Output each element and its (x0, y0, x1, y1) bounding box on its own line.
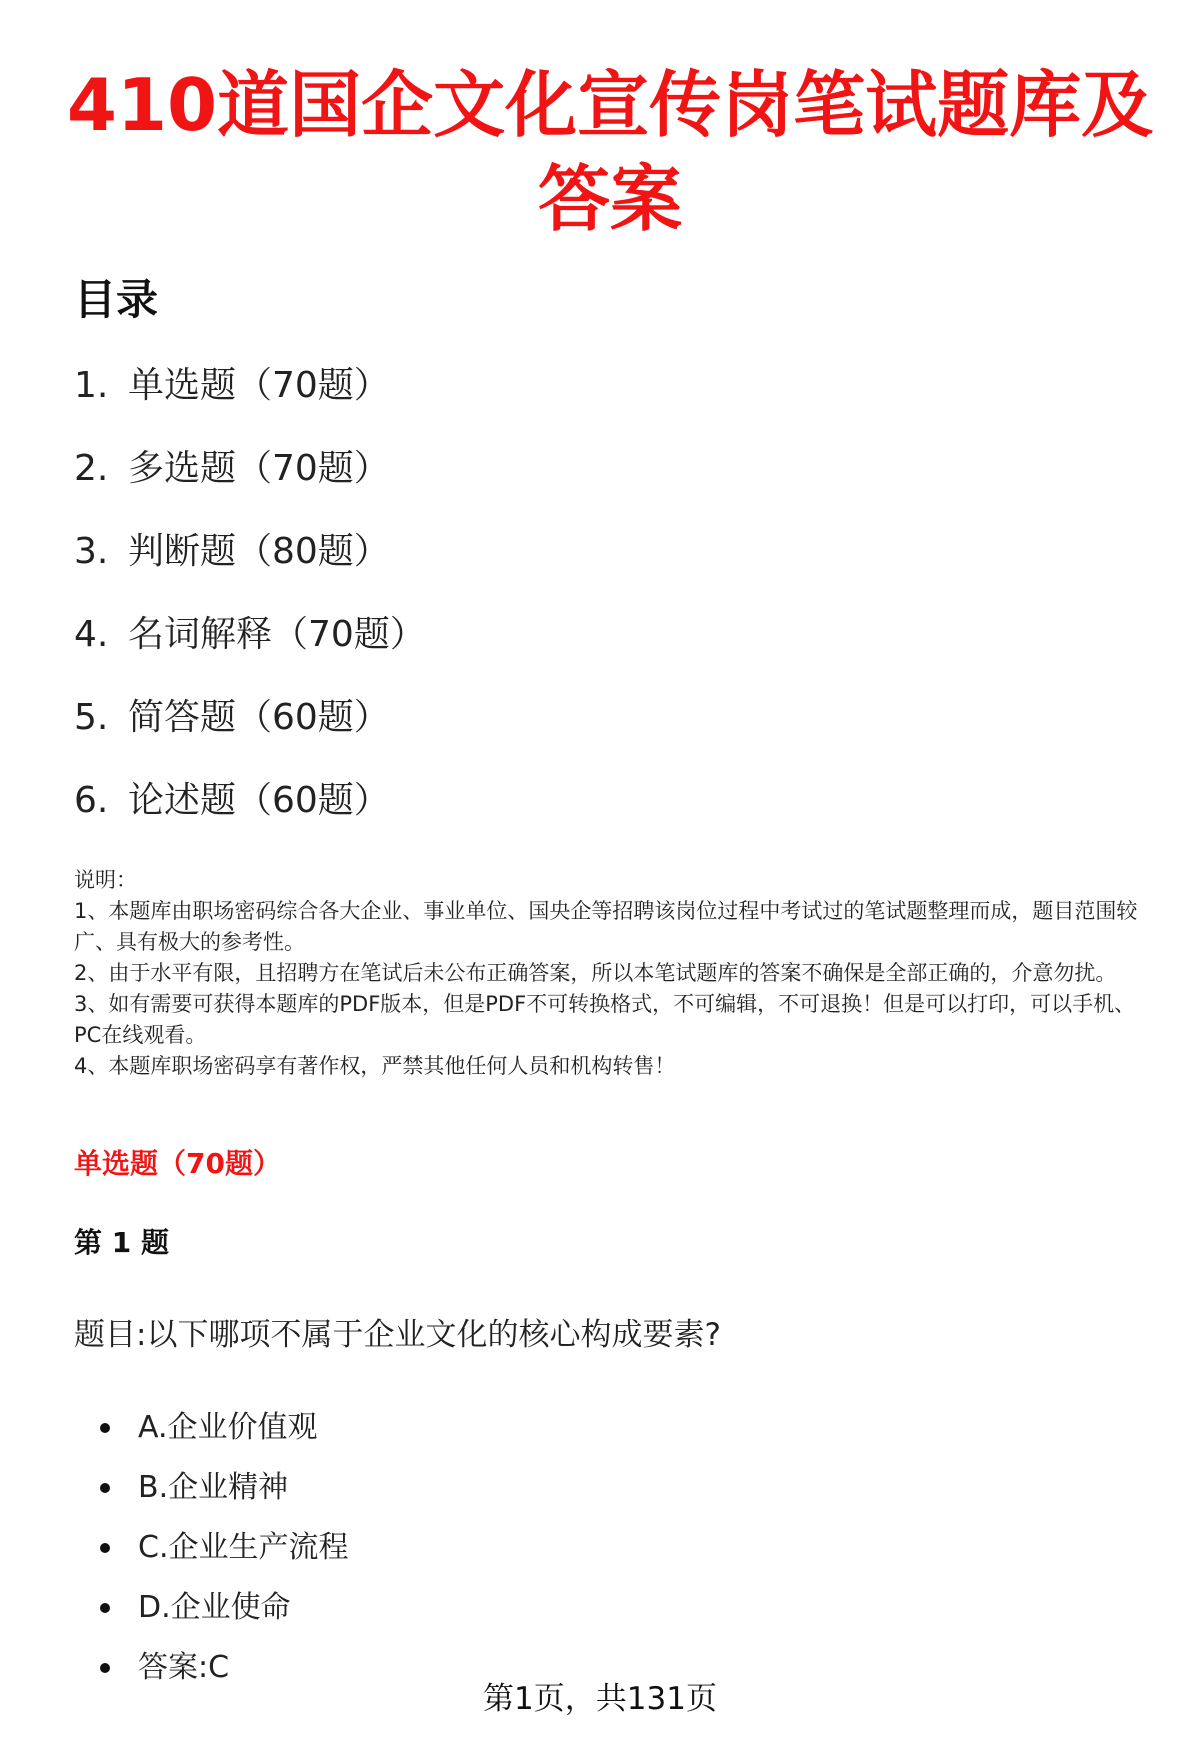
toc-item-label: 论述题（60题） (128, 780, 390, 821)
toc-list (74, 362, 426, 860)
option-a (74, 1398, 348, 1458)
answer-text: 答案:C (138, 1650, 230, 1685)
section-title: 单选题（70题） (74, 1147, 281, 1180)
bullet-icon (100, 1663, 110, 1673)
toc-item-number: 3. (74, 531, 109, 572)
notes-line: 2、由于水平有限，且招聘方在笔试后未公布正确答案，所以本笔试题库的答案不确保是全部正确的，介意勿扰。 (74, 961, 1117, 985)
toc-item-label: 简答题（60题） (128, 697, 390, 738)
option-text: A.企业价值观 (138, 1410, 318, 1445)
bullet-icon (100, 1543, 110, 1553)
option-text: C.企业生产流程 (138, 1530, 349, 1565)
question-options (74, 1398, 348, 1698)
toc-item-label: 判断题（80题） (128, 531, 390, 572)
toc-item-label: 名词解释（70题） (128, 614, 426, 655)
document-title: 410道国企文化宣传岗笔试题库及答案 (66, 63, 1154, 241)
toc-item-number: 6. (74, 780, 109, 821)
toc-item-number: 5. (74, 697, 109, 738)
bullet-icon (100, 1603, 110, 1613)
toc-item-term-explanation (74, 611, 426, 694)
toc-item-essay (74, 777, 426, 860)
toc-item-label: 单选题（70题） (128, 365, 390, 406)
option-d (74, 1578, 348, 1638)
bullet-icon (100, 1423, 110, 1433)
question-number: 第 1 题 (74, 1226, 169, 1259)
bullet-icon (100, 1483, 110, 1493)
notes-line: 3、如有需要可获得本题库的PDF版本，但是PDF不可转换格式，不可编辑，不可退换！但是可以打印，可以手机、PC在线观看。 (74, 992, 1136, 1047)
toc-item-single-choice (74, 362, 426, 445)
toc-item-number: 1. (74, 365, 109, 406)
toc-heading: 目录 (74, 275, 159, 324)
toc-item-short-answer (74, 694, 426, 777)
question-text: 题目:以下哪项不属于企业文化的核心构成要素? (74, 1317, 721, 1353)
notes-line: 4、本题库职场密码享有著作权，严禁其他任何人员和机构转售！ (74, 1054, 676, 1078)
option-text: B.企业精神 (138, 1470, 289, 1505)
option-text: D.企业使命 (138, 1590, 291, 1625)
page-footer: 第1页，共131页 (483, 1681, 717, 1717)
toc-item-number: 2. (74, 448, 109, 489)
toc-item-multiple-choice (74, 445, 426, 528)
notes-heading: 说明： (74, 868, 137, 892)
notes-block (74, 865, 1154, 1082)
option-b (74, 1458, 348, 1518)
toc-item-true-false (74, 528, 426, 611)
toc-item-number: 4. (74, 614, 109, 655)
option-c (74, 1518, 348, 1578)
notes-line: 1、本题库由职场密码综合各大企业、事业单位、国央企等招聘该岗位过程中考试过的笔试题整理而成，题目范围较广、具有极大的参考性。 (74, 899, 1138, 954)
toc-item-label: 多选题（70题） (128, 448, 390, 489)
